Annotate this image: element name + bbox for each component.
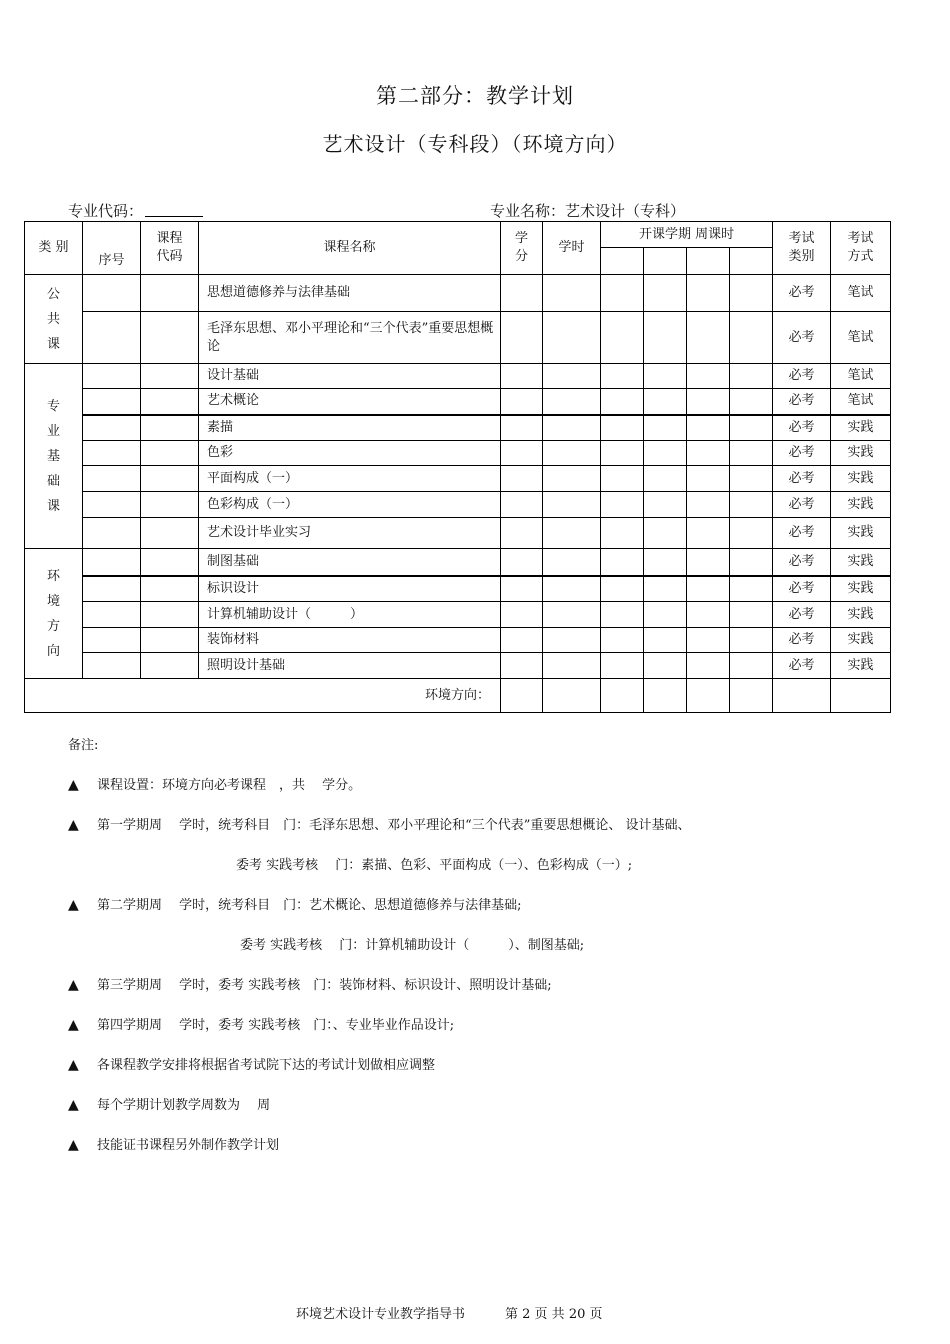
- note-text: 各课程教学安排将根据省考试院下达的考试计划做相应调整: [97, 1058, 436, 1073]
- s2-cell: [644, 549, 687, 576]
- course-name-cell: 思想道德修养与法律基础: [199, 275, 501, 312]
- code-cell: [141, 466, 199, 492]
- hours-cell: [543, 364, 601, 389]
- s4-cell: [730, 628, 773, 653]
- code-cell: [141, 389, 199, 415]
- credit-cell: [501, 576, 543, 602]
- s2-cell: [644, 415, 687, 441]
- code-cell: [141, 549, 199, 576]
- triangle-bullet-icon: ▲: [68, 1097, 79, 1113]
- note-item: [68, 1094, 270, 1113]
- exam-type-cell: 必考: [773, 275, 831, 312]
- exam-type-cell: 必考: [773, 576, 831, 602]
- header-seq: 序号: [83, 222, 141, 275]
- exam-method-cell: 实践: [831, 492, 891, 518]
- seq-cell: [83, 312, 141, 364]
- course-name-cell: 装饰材料: [199, 628, 501, 653]
- page-subtitle: 艺术设计（专科段）（环境方向）: [322, 132, 628, 156]
- course-name-cell: 照明设计基础: [199, 653, 501, 679]
- table-row: [25, 549, 891, 576]
- seq-cell: [83, 466, 141, 492]
- footer-page-info: 第 2 页 共 20 页: [505, 1307, 603, 1322]
- s1-cell: [601, 653, 644, 679]
- code-cell: [141, 653, 199, 679]
- s4-cell: [730, 602, 773, 628]
- triangle-bullet-icon: ▲: [68, 897, 79, 913]
- course-name-cell: 艺术概论: [199, 389, 501, 415]
- table-row: [25, 602, 891, 628]
- exam-type-cell: 必考: [773, 549, 831, 576]
- category-cell: [25, 364, 83, 549]
- credit-cell: [501, 441, 543, 466]
- category-cell: [25, 275, 83, 364]
- s4-cell: [730, 364, 773, 389]
- s4-cell: [730, 466, 773, 492]
- s2-cell: [644, 466, 687, 492]
- semester-cell: [644, 248, 687, 275]
- code-cell: [141, 364, 199, 389]
- s3-cell: [687, 492, 730, 518]
- hours-cell: [543, 576, 601, 602]
- exam-method-cell: 实践: [831, 415, 891, 441]
- code-cell: [141, 518, 199, 549]
- seq-cell: [83, 492, 141, 518]
- code-cell: [141, 415, 199, 441]
- course-name-cell: 色彩: [199, 441, 501, 466]
- category-char: 方: [46, 618, 60, 634]
- table-row: [25, 628, 891, 653]
- triangle-bullet-icon: ▲: [68, 817, 79, 833]
- code-cell: [141, 492, 199, 518]
- course-name-cell: 毛泽东思想、邓小平理论和“三个代表”重要思想概论: [199, 312, 501, 364]
- credit-cell: [501, 389, 543, 415]
- s1-cell: [601, 312, 644, 364]
- header-code: 课程 代码: [141, 222, 199, 275]
- header-semester: 开课学期 周课时: [601, 222, 773, 248]
- course-name-cell: 平面构成（一）: [199, 466, 501, 492]
- s3-cell: [687, 602, 730, 628]
- major-code-blank: [145, 202, 203, 217]
- code-cell: [141, 441, 199, 466]
- total-row: [25, 679, 891, 713]
- seq-cell: [83, 549, 141, 576]
- s4-cell: [730, 441, 773, 466]
- hours-cell: [543, 415, 601, 441]
- credit-cell: [501, 275, 543, 312]
- table-row: [25, 275, 891, 312]
- triangle-bullet-icon: ▲: [68, 1017, 79, 1033]
- s1-cell: [601, 492, 644, 518]
- code-cell: [141, 602, 199, 628]
- header-credit: 学 分: [501, 222, 543, 275]
- total-cell: [543, 679, 601, 713]
- seq-cell: [83, 653, 141, 679]
- s4-cell: [730, 549, 773, 576]
- exam-type-cell: 必考: [773, 415, 831, 441]
- s3-cell: [687, 389, 730, 415]
- note-text: 课程设置：环境方向必考课程 ，共 学分。: [97, 778, 362, 793]
- s2-cell: [644, 275, 687, 312]
- exam-method-cell: 实践: [831, 441, 891, 466]
- table-row: [25, 492, 891, 518]
- s3-cell: [687, 312, 730, 364]
- triangle-bullet-icon: ▲: [68, 977, 79, 993]
- category-char: 课: [46, 498, 60, 514]
- exam-type-cell: 必考: [773, 518, 831, 549]
- exam-method-cell: 实践: [831, 549, 891, 576]
- exam-type-cell: 必考: [773, 628, 831, 653]
- credit-cell: [501, 602, 543, 628]
- major-code: [68, 200, 203, 221]
- total-cell: [644, 679, 687, 713]
- s3-cell: [687, 628, 730, 653]
- note-text: 第三学期周 学时，委考 实践考核 门：装饰材料、标识设计、照明设计基础;: [97, 978, 552, 993]
- category-char: 专: [46, 398, 60, 414]
- hours-cell: [543, 389, 601, 415]
- code-cell: [141, 576, 199, 602]
- total-cell: [773, 679, 831, 713]
- total-cell: [687, 679, 730, 713]
- triangle-bullet-icon: ▲: [68, 1057, 79, 1073]
- s4-cell: [730, 415, 773, 441]
- note-text: 第二学期周 学时，统考科目 门：艺术概论、思想道德修养与法律基础;: [97, 898, 522, 913]
- table-row: [25, 576, 891, 602]
- category-char: 课: [46, 336, 60, 352]
- course-name-cell: 艺术设计毕业实习: [199, 518, 501, 549]
- s2-cell: [644, 576, 687, 602]
- note-item: [68, 974, 552, 993]
- s4-cell: [730, 576, 773, 602]
- notes-heading: 备注:: [68, 738, 99, 753]
- seq-cell: [83, 441, 141, 466]
- category-char: 公: [46, 286, 60, 302]
- s2-cell: [644, 602, 687, 628]
- table-body: [25, 275, 891, 713]
- hours-cell: [543, 492, 601, 518]
- hours-cell: [543, 466, 601, 492]
- exam-type-cell: 必考: [773, 653, 831, 679]
- s2-cell: [644, 364, 687, 389]
- exam-method-cell: 实践: [831, 628, 891, 653]
- exam-type-cell: 必考: [773, 602, 831, 628]
- credit-cell: [501, 653, 543, 679]
- note-item: [68, 894, 522, 913]
- note-item: [68, 1134, 279, 1153]
- s1-cell: [601, 518, 644, 549]
- total-cell: [831, 679, 891, 713]
- exam-method-cell: 实践: [831, 602, 891, 628]
- seq-cell: [83, 628, 141, 653]
- total-cell: [601, 679, 644, 713]
- header-category: 类 别: [25, 222, 83, 275]
- seq-cell: [83, 415, 141, 441]
- note-text: 技能证书课程另外制作教学计划: [97, 1138, 280, 1153]
- exam-type-cell: 必考: [773, 364, 831, 389]
- s1-cell: [601, 628, 644, 653]
- s3-cell: [687, 441, 730, 466]
- seq-cell: [83, 275, 141, 312]
- semester-cell: [687, 248, 730, 275]
- seq-cell: [83, 364, 141, 389]
- hours-cell: [543, 441, 601, 466]
- exam-method-cell: 笔试: [831, 389, 891, 415]
- s1-cell: [601, 602, 644, 628]
- category-cell: [25, 549, 83, 679]
- major-code-label: 专业代码：: [68, 202, 144, 220]
- header-exam-method: 考试 方式: [831, 222, 891, 275]
- exam-method-cell: 笔试: [831, 275, 891, 312]
- seq-cell: [83, 602, 141, 628]
- s3-cell: [687, 576, 730, 602]
- s4-cell: [730, 312, 773, 364]
- note-text: 第一学期周 学时，统考科目 门：毛泽东思想、邓小平理论和“三个代表”重要思想概论、 设计基础、: [97, 818, 691, 833]
- table-row: [25, 389, 891, 415]
- exam-type-cell: 必考: [773, 312, 831, 364]
- s3-cell: [687, 466, 730, 492]
- exam-type-cell: 必考: [773, 389, 831, 415]
- credit-cell: [501, 492, 543, 518]
- note-text: 第四学期周 学时，委考 实践考核 门：、专业毕业作品设计;: [97, 1018, 455, 1033]
- s3-cell: [687, 653, 730, 679]
- course-name-cell: 计算机辅助设计（ ）: [199, 602, 501, 628]
- category-char: 共: [46, 311, 60, 327]
- note-item: [68, 1014, 454, 1033]
- category-char: 境: [46, 593, 60, 609]
- teaching-plan-table: [24, 221, 891, 713]
- s3-cell: [687, 275, 730, 312]
- page-footer: [296, 1303, 603, 1322]
- s4-cell: [730, 518, 773, 549]
- course-name-cell: 素描: [199, 415, 501, 441]
- course-name-cell: 标识设计: [199, 576, 501, 602]
- semester-cell: [730, 248, 773, 275]
- s2-cell: [644, 653, 687, 679]
- credit-cell: [501, 628, 543, 653]
- s4-cell: [730, 653, 773, 679]
- note-item: [68, 814, 691, 833]
- credit-cell: [501, 466, 543, 492]
- course-name-cell: 设计基础: [199, 364, 501, 389]
- table-row: [25, 441, 891, 466]
- header-exam-type: 考试 类别: [773, 222, 831, 275]
- exam-method-cell: 笔试: [831, 364, 891, 389]
- category-char: 向: [46, 643, 60, 659]
- hours-cell: [543, 312, 601, 364]
- total-cell: [501, 679, 543, 713]
- s4-cell: [730, 389, 773, 415]
- note-item: [68, 774, 361, 793]
- footer-doc-name: 环境艺术设计专业教学指导书: [296, 1307, 466, 1322]
- s4-cell: [730, 275, 773, 312]
- exam-type-cell: 必考: [773, 441, 831, 466]
- s1-cell: [601, 364, 644, 389]
- triangle-bullet-icon: ▲: [68, 1137, 79, 1153]
- header-course-name: 课程名称: [199, 222, 501, 275]
- s1-cell: [601, 549, 644, 576]
- credit-cell: [501, 549, 543, 576]
- s3-cell: [687, 549, 730, 576]
- seq-cell: [83, 576, 141, 602]
- total-cell: [730, 679, 773, 713]
- credit-cell: [501, 312, 543, 364]
- s3-cell: [687, 415, 730, 441]
- s4-cell: [730, 492, 773, 518]
- category-char: 业: [46, 423, 60, 439]
- s3-cell: [687, 518, 730, 549]
- triangle-bullet-icon: ▲: [68, 777, 79, 793]
- s1-cell: [601, 415, 644, 441]
- code-cell: [141, 312, 199, 364]
- exam-method-cell: 笔试: [831, 312, 891, 364]
- note-continuation: 委考 实践考核 门：计算机辅助设计（ ）、制图基础;: [240, 938, 585, 953]
- credit-cell: [501, 415, 543, 441]
- exam-type-cell: 必考: [773, 466, 831, 492]
- total-label: 环境方向：: [25, 679, 501, 713]
- seq-cell: [83, 518, 141, 549]
- table-row: [25, 466, 891, 492]
- s2-cell: [644, 628, 687, 653]
- hours-cell: [543, 602, 601, 628]
- course-name-cell: 色彩构成（一）: [199, 492, 501, 518]
- hours-cell: [543, 518, 601, 549]
- s3-cell: [687, 364, 730, 389]
- credit-cell: [501, 364, 543, 389]
- exam-method-cell: 实践: [831, 466, 891, 492]
- header-hours: 学时: [543, 222, 601, 275]
- category-char: 基: [46, 448, 60, 464]
- category-char: 环: [46, 568, 60, 584]
- code-cell: [141, 628, 199, 653]
- s2-cell: [644, 312, 687, 364]
- s1-cell: [601, 441, 644, 466]
- major-name: 专业名称：艺术设计（专科）: [490, 202, 686, 220]
- code-cell: [141, 275, 199, 312]
- s1-cell: [601, 576, 644, 602]
- note-continuation: 委考 实践考核 门：素描、色彩、平面构成（一）、色彩构成（一）;: [236, 858, 633, 873]
- hours-cell: [543, 653, 601, 679]
- table-row: [25, 653, 891, 679]
- exam-method-cell: 实践: [831, 576, 891, 602]
- header-row-1: [25, 222, 891, 248]
- s1-cell: [601, 466, 644, 492]
- seq-cell: [83, 389, 141, 415]
- credit-cell: [501, 518, 543, 549]
- s2-cell: [644, 389, 687, 415]
- course-name-cell: 制图基础: [199, 549, 501, 576]
- semester-cell: [601, 248, 644, 275]
- s1-cell: [601, 389, 644, 415]
- s2-cell: [644, 518, 687, 549]
- note-item: [68, 1054, 435, 1073]
- s2-cell: [644, 492, 687, 518]
- table-row: [25, 518, 891, 549]
- note-text: 每个学期计划教学周数为 周: [97, 1098, 271, 1113]
- page-title: 第二部分：教学计划: [376, 84, 574, 108]
- exam-method-cell: 实践: [831, 653, 891, 679]
- s2-cell: [644, 441, 687, 466]
- table-row: [25, 415, 891, 441]
- exam-method-cell: 实践: [831, 518, 891, 549]
- hours-cell: [543, 628, 601, 653]
- exam-type-cell: 必考: [773, 492, 831, 518]
- hours-cell: [543, 275, 601, 312]
- table-row: [25, 312, 891, 364]
- hours-cell: [543, 549, 601, 576]
- s1-cell: [601, 275, 644, 312]
- category-char: 础: [46, 473, 60, 489]
- table-row: [25, 364, 891, 389]
